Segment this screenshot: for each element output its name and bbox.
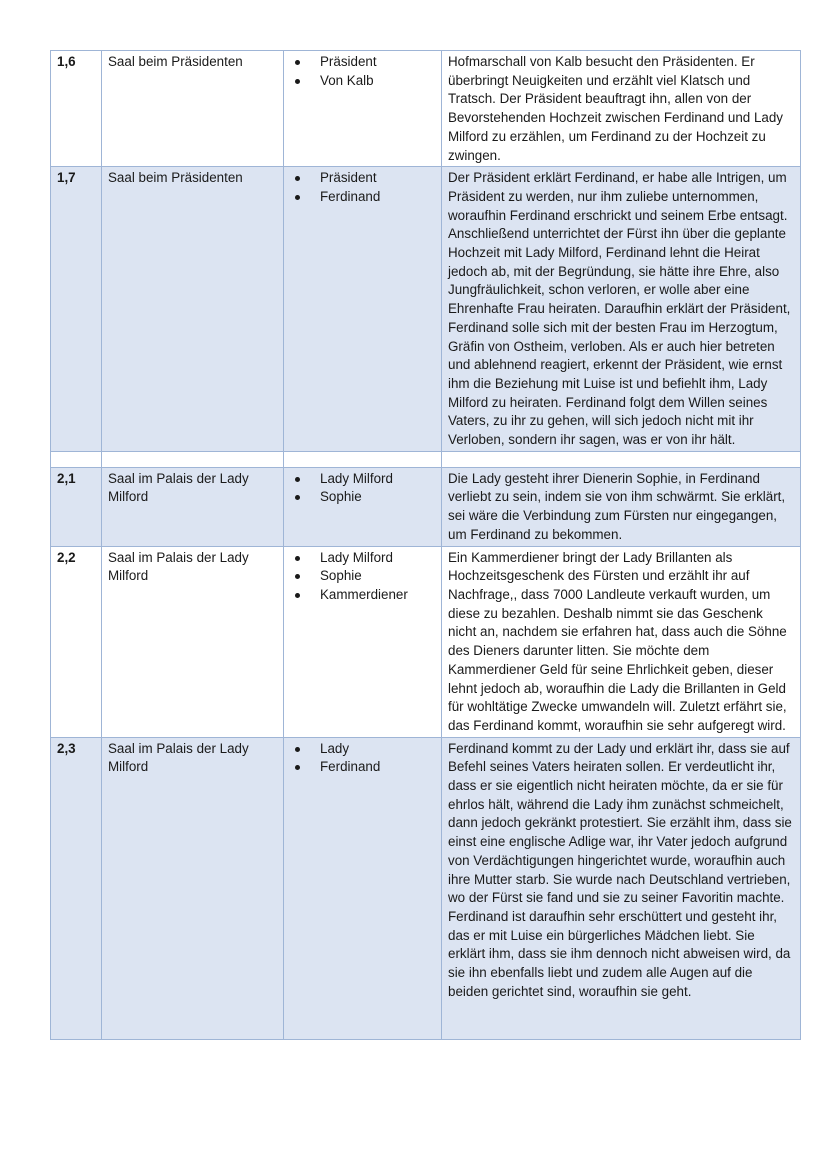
table-row [51,467,801,546]
character-item: Sophie [320,488,435,507]
scene-summary: Hofmarschall von Kalb besucht den Präsidenten. Er überbringt Neuigkeiten und erzählt viel Klatsch und Tratsch. Der Präsident beauftragt ihn, allen von der Bevorstehenden Hochzeit zwischen Ferdinand und Lady Milford zu erzählen, um Ferdinand zu der Hochzeit zu zwingen. [442,51,801,167]
scene-characters [284,51,442,167]
character-item: Ferdinand [320,188,435,207]
empty-cell [442,451,801,467]
scene-summary: Ein Kammerdiener bringt der Lady Brillanten als Hochzeitsgeschenk des Fürsten und erzählt ihr auf Nachfrage,, dass 7000 Landleute verkauft wurden, um diese zu bezahlen. Deshalb nimmt sie das Geschenk nicht an, nachdem sie erfahren hat, dass auch die Söhne des Dieners darunter litten. Sie möchte dem Kammerdiener Geld für seine Ehrlichkeit geben, dieser lehnt jedoch ab, woraufhin die Lady die Brillanten in Geld für wohltätige Zwecke umwandeln will. Zuletzt erfährt sie, das Ferdinand kommt, woraufhin sie sehr aufgeregt wird. [442,546,801,737]
character-item: Präsident [320,169,435,188]
character-item: Ferdinand [320,758,435,777]
table-row [51,167,801,452]
scene-place: Saal im Palais der Lady Milford [102,467,284,546]
character-item: Präsident [320,53,435,72]
scene-number: 2,1 [51,467,102,546]
scene-number: 2,2 [51,546,102,737]
character-item: Kammerdiener [320,586,435,605]
scene-characters [284,546,442,737]
scene-place: Saal beim Präsidenten [102,167,284,452]
scene-number: 1,7 [51,167,102,452]
scene-characters [284,467,442,546]
scene-summary: Die Lady gesteht ihrer Dienerin Sophie, in Ferdinand verliebt zu sein, indem sie von ihm schwärmt. Sie erklärt, sei wäre die Verbindung zum Fürsten nur eingegangen, um Ferdinand zu bekommen. [442,467,801,546]
scene-place: Saal beim Präsidenten [102,51,284,167]
scene-number: 1,6 [51,51,102,167]
empty-table-row [51,451,801,467]
scene-summary: Der Präsident erklärt Ferdinand, er habe alle Intrigen, um Präsident zu werden, nur ihm zuliebe unternommen, woraufhin Ferdinand erschrickt und seinem Erbe entsagt. Anschließend unterrichtet der Fürst ihn über die geplante Hochzeit mit Lady Milford, Ferdinand lehnt die Heirat jedoch ab, mit der Begründung, sie hätte ihre Ehre, also Jungfräulichkeit, schon verloren, er wolle aber eine Ehrenhafte Frau heiraten. Daraufhin erklärt der Präsident, Ferdinand solle sich mit der besten Frau im Herzogtum, Gräfin von Ostheim, verloben. Als er auch hier betreten und ablehnend reagiert, erkennt der Präsident, wie ernst ihm die Beziehung mit Luise ist und befiehlt ihm, Lady Milford zu heiraten. Ferdinand folgt dem Willen seines Vaters, zu ihr zu gehen, will sich jedoch nicht mit ihr Verloben, sondern ihr sagen, was er von ihr hält. [442,167,801,452]
scene-number: 2,3 [51,737,102,1040]
empty-cell [51,451,102,467]
character-item: Von Kalb [320,72,435,91]
character-item: Lady Milford [320,470,435,489]
scene-characters [284,737,442,1040]
scene-place: Saal im Palais der Lady Milford [102,737,284,1040]
table-row [51,51,801,167]
scene-place: Saal im Palais der Lady Milford [102,546,284,737]
empty-cell [102,451,284,467]
table-row [51,546,801,737]
empty-cell [284,451,442,467]
table-row [51,737,801,1040]
scene-summary: Ferdinand kommt zu der Lady und erklärt ihr, dass sie auf Befehl seines Vaters heiraten sollen. Er verdeutlicht ihr, dass er sie eigentlich nicht heiraten möchte, da er sie für ehrlos hält, während die Lady ihm zunächst schmeichelt, dann jedoch gekränkt protestiert. Sie erzählt ihm, dass sie einst eine englische Adlige war, ihr Vater jedoch aufgrund von Verdächtigungen hingerichtet wurde, woraufhin auch ihre Mutter starb. Sie wurde nach Deutschland vertrieben, wo der Fürst sie fand und sie zu seiner Favoritin machte. Ferdinand ist daraufhin sehr erschüttert und gesteht ihr, das er mit Luise ein bürgerliches Mädchen liebt. Sie erklärt ihm, dass sie ihm dennoch nicht abweisen wird, da sie ihn ebenfalls liebt und zudem alle Augen auf die beiden gerichtet sind, woraufhin sie geht. [442,737,801,1040]
character-item: Lady Milford [320,549,435,568]
character-item: Lady [320,740,435,759]
scene-characters [284,167,442,452]
character-item: Sophie [320,567,435,586]
scene-table [50,50,801,1040]
